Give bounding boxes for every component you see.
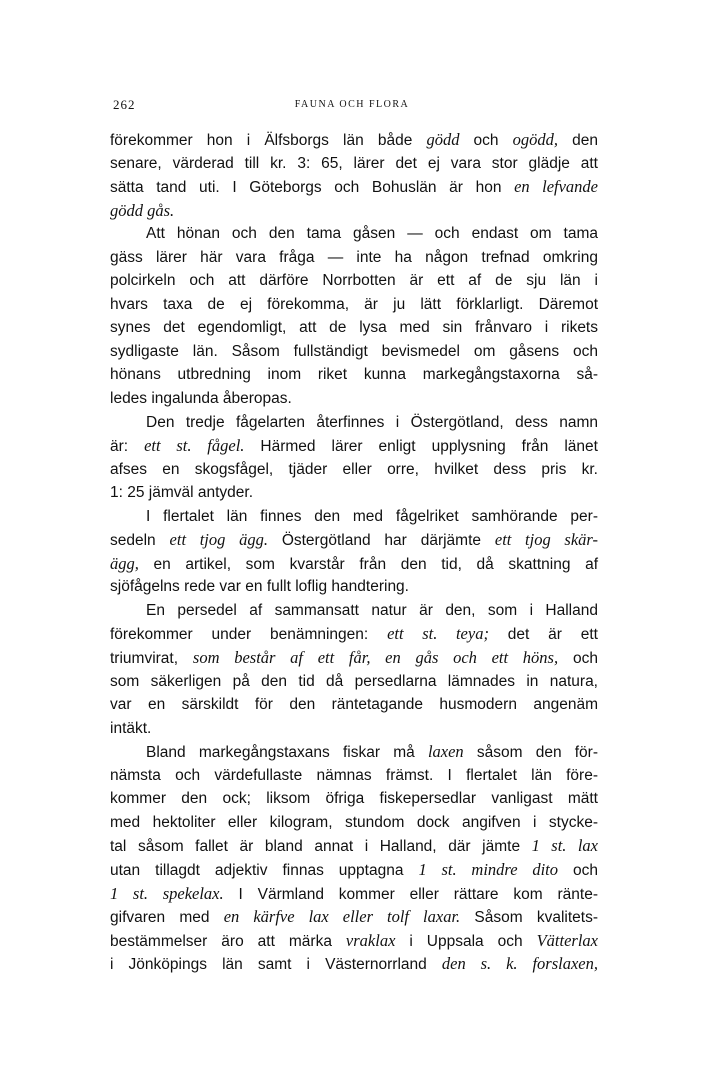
text-line: [110, 764, 598, 788]
text-segment: med hektoliter eller kilogram, stundom dock angifven i stycke-: [110, 813, 598, 831]
text-segment: Härmed lärer enligt upplysning från länet: [244, 438, 598, 456]
text-line: [110, 717, 598, 741]
text-segment: Den tredje fågelarten återfinnes i Östergötland, dess namn: [146, 413, 598, 431]
italic-text: 1 st. spekelax.: [110, 883, 224, 903]
text-line: [110, 222, 598, 246]
text-segment: i Uppsala och: [395, 932, 537, 950]
text-line: [110, 316, 598, 340]
text-line: [110, 175, 598, 199]
text-line: [110, 293, 598, 317]
italic-text: den s. k. forslaxen,: [441, 954, 598, 974]
italic-text: ett st. fågel.: [144, 436, 245, 456]
text-segment: det är ett: [488, 626, 598, 644]
text-segment: och: [558, 650, 598, 668]
text-segment: I flertalet län finnes den med fågelriket samhörande per-: [146, 507, 598, 525]
text-segment: afses en skogsfågel, tjäder eller orre, hvilket dess pris kr.: [110, 460, 598, 478]
body-text: [110, 128, 598, 976]
text-segment: nämsta och värdefullaste nämnas främst. I flertalet län före-: [110, 766, 598, 784]
text-segment: hvars taxa de ej förekomma, är ju lätt förklarligt. Däremot: [110, 295, 598, 313]
italic-text: ogödd,: [512, 130, 559, 149]
italic-text: vraklax: [345, 930, 396, 950]
text-line: [110, 505, 598, 529]
text-line: [110, 434, 598, 458]
text-line: [110, 387, 598, 411]
text-line: [110, 528, 598, 552]
text-line: [110, 646, 598, 670]
text-segment: En persedel af sammansatt natur är den, som i Halland: [146, 601, 598, 619]
text-segment: gäss lärer här vara fråga — inte ha någon trefnad omkring: [110, 248, 598, 266]
text-segment: kommer den ock; liksom öfriga fiskepersedlar vanligast mätt: [110, 790, 598, 808]
text-segment: senare, värderad till kr. 3: 65, lärer det ej vara stor glädje att: [110, 154, 598, 172]
text-segment: tal såsom fallet är bland annat i Halland, där jämte: [110, 838, 532, 856]
text-line: [110, 905, 598, 929]
text-line: [110, 693, 598, 717]
text-line: [110, 670, 598, 694]
text-line: [110, 128, 598, 152]
italic-text: en lefvande: [514, 177, 599, 197]
text-line: [110, 740, 598, 764]
text-segment: Såsom kvalitets-: [460, 909, 598, 927]
text-line: [110, 340, 598, 364]
text-segment: den: [558, 132, 599, 149]
text-line: [110, 458, 598, 482]
text-segment: och: [459, 132, 513, 149]
text-segment: Östergötland har därjämte: [267, 532, 495, 550]
text-segment: såsom den för-: [463, 744, 598, 762]
text-line: [110, 246, 598, 270]
text-segment: som säkerligen på den tid då persedlarna lämnades in natura,: [110, 672, 598, 690]
italic-text: en kärfve lax eller tolf laxar.: [223, 907, 461, 927]
text-segment: intäkt.: [110, 719, 152, 737]
text-line: [110, 952, 598, 976]
text-segment: sjöfågelns rede var en fullt loflig handtering.: [110, 578, 409, 596]
text-segment: sätta tand uti. I Göteborgs och Bohuslän är hon: [110, 179, 515, 197]
text-line: [110, 811, 598, 835]
italic-text: 1 st. lax: [531, 836, 598, 856]
italic-text: laxen: [427, 742, 464, 762]
text-line: [110, 882, 598, 906]
italic-text: som består af ett får, en gås och ett höns,: [192, 648, 559, 668]
text-line: [110, 622, 598, 646]
text-segment: polcirkeln och att därföre Norrbotten är ett af de sju län i: [110, 272, 598, 290]
text-segment: I Värmland kommer eller rättare kom ränte-: [223, 885, 598, 903]
italic-text: ett st. teya;: [387, 624, 489, 644]
text-segment: förekommer under benämningen:: [110, 626, 388, 644]
text-segment: Att hönan och den tama gåsen — och endast om tama: [146, 225, 598, 243]
text-segment: gifvaren med: [110, 909, 224, 927]
text-line: [110, 575, 598, 599]
text-line: [110, 599, 598, 623]
page-number: 262: [113, 97, 136, 112]
text-segment: är:: [110, 438, 145, 456]
text-segment: i Jönköpings län samt i Västernorrland: [110, 956, 442, 974]
italic-text: ett tjog ägg.: [169, 530, 268, 550]
text-segment: 1: 25 jämväl antyder.: [110, 484, 254, 502]
text-segment: hönans utbredning inom riket kunna markegångstaxorna så-: [110, 366, 598, 384]
text-line: [110, 269, 598, 293]
running-head: FAUNA OCH FLORA: [294, 99, 410, 110]
text-segment: förekommer hon i Älfsborgs län både: [110, 132, 427, 149]
text-segment: utan tillagdt adjektiv finnas upptagna: [110, 861, 419, 879]
text-segment: en artikel, som kvarstår från den tid, då skattning af: [138, 555, 598, 573]
text-segment: och: [558, 861, 598, 879]
text-line: [110, 858, 598, 882]
text-line: [110, 363, 598, 387]
text-segment: Bland markegångstaxans fiskar må: [146, 744, 428, 762]
text-segment: triumvirat,: [110, 650, 193, 668]
italic-text: gödd gås.: [110, 200, 175, 220]
text-line: [110, 199, 598, 223]
text-segment: var en särskildt för den räntetagande husmodern angenäm: [110, 696, 598, 714]
italic-text: gödd: [426, 130, 460, 149]
text-line: [110, 411, 598, 435]
text-line: [110, 834, 598, 858]
text-segment: synes det egendomligt, att de lysa med sin frånvaro i rikets: [110, 319, 598, 337]
italic-text: Vätterlax: [536, 930, 598, 950]
text-segment: sydligaste län. Såsom fullständigt bevismedel om gåsens och: [110, 342, 598, 360]
italic-text: 1 st. mindre dito: [418, 859, 559, 879]
text-segment: sedeln: [110, 532, 170, 550]
italic-text: ägg,: [110, 553, 139, 573]
text-segment: bestämmelser äro att märka: [110, 932, 346, 950]
text-line: [110, 929, 598, 953]
italic-text: ett tjog skär-: [494, 530, 598, 550]
text-line: [110, 152, 598, 176]
text-line: [110, 552, 598, 576]
text-line: [110, 787, 598, 811]
text-line: [110, 481, 598, 505]
text-segment: ledes ingalunda åberopas.: [110, 390, 292, 408]
